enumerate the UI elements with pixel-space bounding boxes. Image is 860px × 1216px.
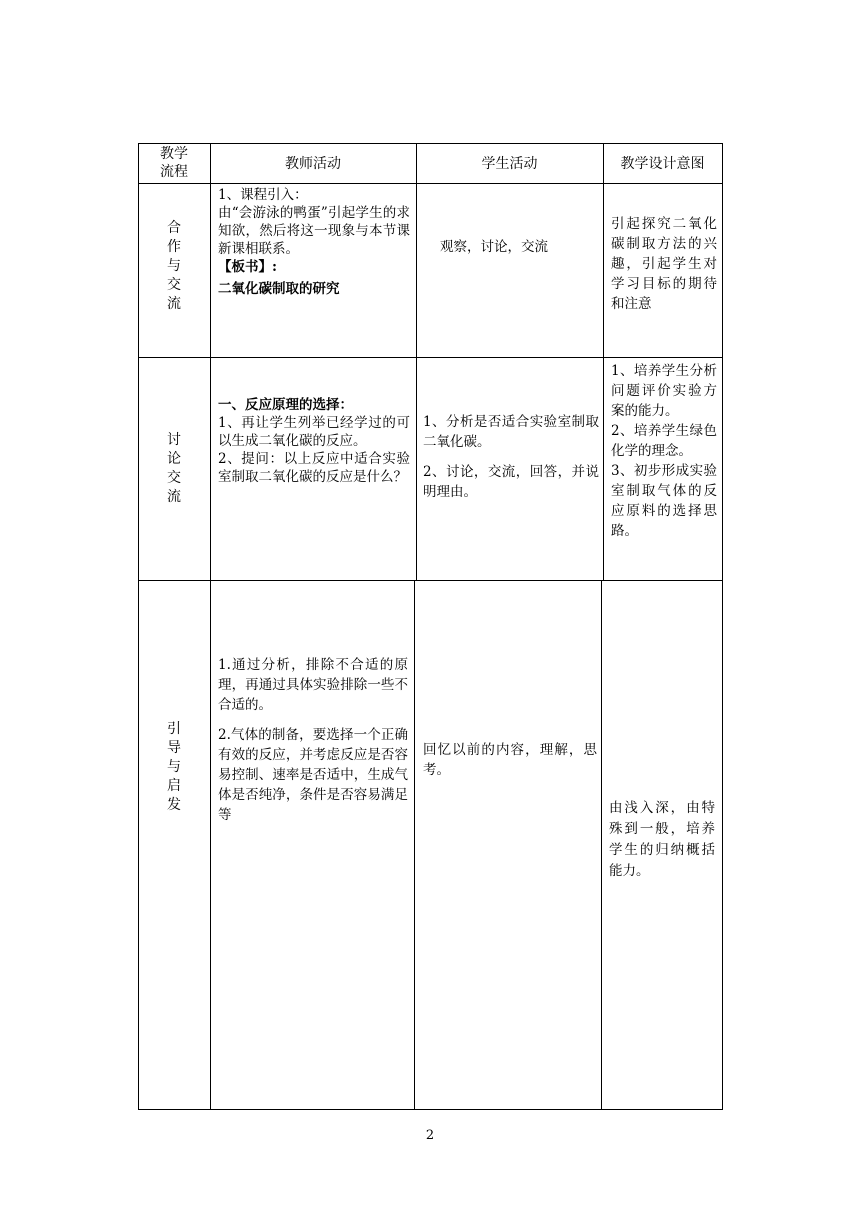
- grid-line: [138, 357, 723, 358]
- flow-label-row1: 合 作 与 交 流: [167, 220, 181, 312]
- text-line: 2、培养学生绿色化学的理念。: [611, 423, 717, 459]
- student-activity-row2: [423, 412, 599, 502]
- header-flow: 教学 流程: [160, 146, 188, 180]
- text-line: 2、提问：以上反应中适合实验室制取二氧化碳的反应是什么？: [218, 451, 410, 485]
- header-teacher: 教师活动: [285, 156, 341, 172]
- grid-line: [603, 143, 604, 580]
- text-line: 1、课程引入：: [218, 187, 308, 203]
- teacher-activity-row1: [218, 186, 410, 298]
- text-line: 2、讨论，交流，回答，并说明理由。: [423, 464, 599, 500]
- student-activity-row1: 观察，讨论，交流: [440, 239, 548, 255]
- grid-line: [722, 143, 723, 580]
- grid-line: [414, 580, 415, 1109]
- design-intent-row2: [611, 361, 717, 541]
- grid-line: [722, 580, 723, 1109]
- flow-label-row2: 讨 论 交 流: [167, 432, 181, 505]
- grid-line: [210, 143, 211, 580]
- student-activity-row3: 回忆以前的内容，理解，思考。: [423, 742, 597, 778]
- text-line: 1、培养学生分析问题评价实验方案的能力。: [611, 363, 717, 419]
- grid-line: [601, 580, 602, 1109]
- grid-line: [416, 143, 417, 580]
- header-intent: 教学设计意图: [620, 156, 705, 172]
- text-line: 一、反应原理的选择：: [218, 397, 353, 413]
- grid-line: [138, 143, 139, 580]
- header-student: 学生活动: [481, 156, 538, 172]
- page-number: 2: [425, 1128, 435, 1143]
- design-intent-row3: 由浅入深，由特殊到一般，培养学生的归纳概括能力。: [609, 800, 715, 879]
- text-line: 二氧化碳制取的研究: [218, 281, 340, 297]
- text-line: 1、分析是否适合实验室制取二氧化碳。: [423, 414, 599, 450]
- grid-line: [138, 143, 723, 144]
- text-line: 由“会游泳的鸭蛋”引起学生的求知欲，然后将这一现象与本节课新课相联系。: [218, 205, 410, 257]
- text-line: 1、再让学生列举已经学过的可以生成二氧化碳的反应。: [218, 415, 410, 449]
- teacher-activity-row2: [218, 396, 410, 486]
- grid-line: [138, 580, 139, 1109]
- grid-line: [138, 580, 723, 581]
- grid-line: [138, 1109, 723, 1110]
- text-line: 3、初步形成实验室制取气体的反应原料的选择思路。: [611, 463, 717, 539]
- grid-line: [210, 580, 211, 1109]
- text-line: 2.气体的制备，要选择一个正确有效的反应，并考虑反应是否容易控制、速率是否适中，生成气体是否纯净，条件是否容易满足等: [218, 727, 408, 823]
- text-line: 【板书】:: [218, 259, 277, 275]
- grid-line: [138, 183, 723, 184]
- teacher-activity-row3: [218, 655, 408, 825]
- design-intent-row1: 引起探究二氧化碳制取方法的兴趣，引起学生对学习目标的期待和注意: [611, 216, 717, 312]
- flow-label-row3: 引 导 与 启 发: [167, 721, 181, 813]
- text-line: 1.通过分析，排除不合适的原理，再通过具体实验排除一些不合适的。: [218, 657, 408, 713]
